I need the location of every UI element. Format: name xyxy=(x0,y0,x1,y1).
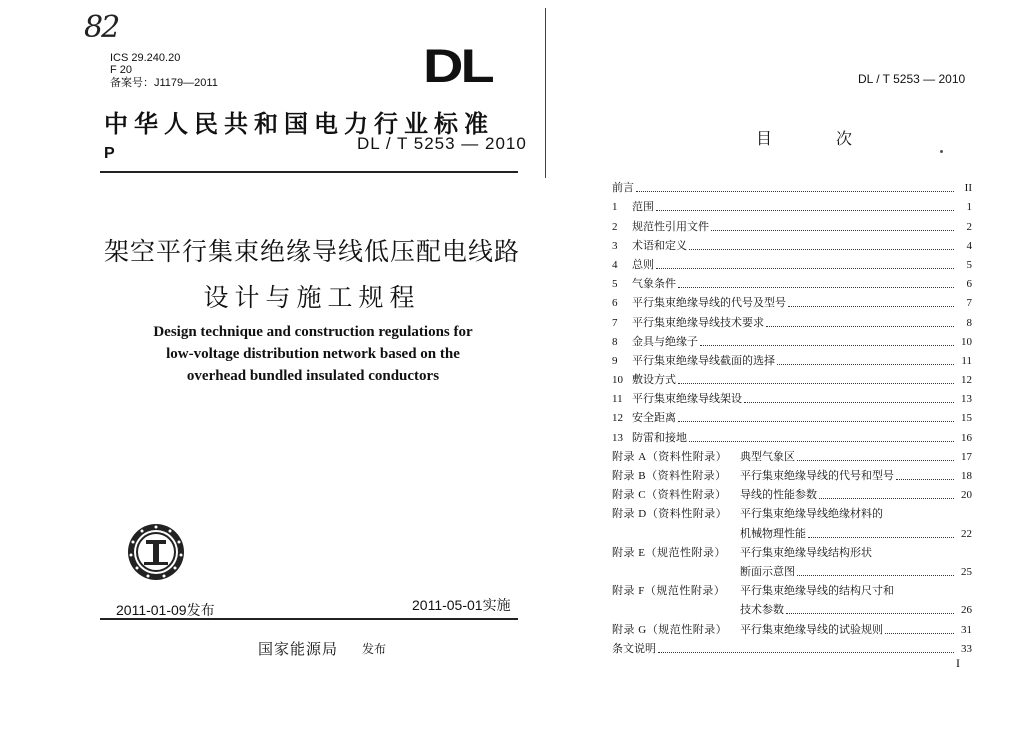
toc-entry xyxy=(612,617,972,636)
toc-title: 平行集束绝缘导线的代号和型号 xyxy=(740,470,894,482)
toc-entry xyxy=(612,502,972,521)
toc-section-number: 6 xyxy=(612,297,618,310)
toc-page-number: 17 xyxy=(961,450,972,463)
toc-title: 术语和定义 xyxy=(632,239,687,252)
toc-leader-dots xyxy=(656,210,954,211)
toc-title: 平行集束绝缘导线截面的选择 xyxy=(632,354,775,367)
toc-leader-dots xyxy=(797,575,954,576)
toc-leader-dots xyxy=(658,652,954,653)
page-number: I xyxy=(956,656,960,670)
toc-heading: 目 次 xyxy=(756,131,883,148)
toc-section-number: 2 xyxy=(612,220,618,233)
title-en-line3: overhead bundled insulated conductors xyxy=(186,368,440,384)
toc-appendix-label: 附录 G（规范性附录） xyxy=(612,623,728,636)
footer-rule xyxy=(100,618,518,620)
toc-leader-dots xyxy=(678,287,954,288)
toc-page-number: 7 xyxy=(966,297,972,310)
toc-section-number: 3 xyxy=(612,239,618,252)
toc-leader-dots xyxy=(700,345,954,346)
scan-speck xyxy=(940,150,943,153)
issue-date: 2011-01-09发布 xyxy=(116,602,215,618)
toc-page-number: 26 xyxy=(961,604,972,617)
toc-entry xyxy=(612,176,972,195)
toc-title: 气象条件 xyxy=(632,278,676,291)
toc-leader-dots xyxy=(689,441,954,442)
toc-entry xyxy=(612,291,972,310)
toc-entry xyxy=(612,445,972,464)
toc-page-number: 5 xyxy=(966,258,972,271)
handwritten-note: 82 xyxy=(84,10,119,45)
ics-code: ICS 29.240.20 xyxy=(110,52,181,64)
toc-page-number: II xyxy=(964,182,972,195)
toc-title: 范围 xyxy=(632,201,654,214)
toc-leader-dots xyxy=(711,230,954,231)
toc-appendix-label: 附录 A（资料性附录） xyxy=(612,450,728,463)
toc-entry xyxy=(612,368,972,387)
toc-entry xyxy=(612,541,972,560)
toc-page-number: 12 xyxy=(961,374,972,387)
toc-leader-dots xyxy=(656,268,954,269)
table-of-contents xyxy=(612,176,972,656)
toc-entry xyxy=(612,310,972,329)
toc-page-number: 18 xyxy=(961,470,972,482)
toc-title: 条文说明 xyxy=(612,642,656,655)
f-code: F 20 xyxy=(110,64,133,76)
title-en-line2: low-voltage distribution network based on the xyxy=(166,346,460,362)
toc-title: 机械物理性能 xyxy=(740,527,806,540)
toc-leader-dots xyxy=(766,326,954,327)
title-cn-line1: 架空平行集束绝缘导线低压配电线路 xyxy=(104,238,521,266)
toc-page-number: 25 xyxy=(961,565,972,578)
toc-entry xyxy=(612,406,972,425)
toc-page-number: 22 xyxy=(961,527,972,540)
toc-title: 防雷和接地 xyxy=(632,431,687,444)
toc-section-number: 13 xyxy=(612,431,623,444)
toc-title: 平行集束绝缘导线的代号及型号 xyxy=(632,297,786,310)
toc-title: 断面示意图 xyxy=(740,565,795,578)
toc-title: 技术参数 xyxy=(740,604,784,617)
toc-entry xyxy=(612,637,972,656)
toc-title: 总则 xyxy=(632,258,654,271)
toc-page-number: 11 xyxy=(961,354,972,367)
toc-section-number: 7 xyxy=(612,316,618,329)
toc-appendix-label: 附录 C（资料性附录） xyxy=(612,489,727,502)
toc-leader-dots xyxy=(797,460,954,461)
toc-entry xyxy=(612,330,972,349)
toc-appendix-label: 附录 E（规范性附录） xyxy=(612,546,726,559)
toc-title: 典型气象区 xyxy=(740,450,795,463)
toc-page-number: 16 xyxy=(961,431,972,444)
toc-entry xyxy=(612,234,972,253)
dl-logo: DL xyxy=(423,38,492,93)
toc-title: 金具与绝缘子 xyxy=(632,335,698,348)
toc-section-number: 5 xyxy=(612,278,618,291)
toc-section-number: 9 xyxy=(612,354,618,367)
toc-entry xyxy=(612,195,972,214)
toc-page-number: 8 xyxy=(966,316,972,329)
toc-page-number: 6 xyxy=(966,278,972,291)
toc-title: 安全距离 xyxy=(632,412,676,425)
header-standard-number: DL / T 5253 — 2010 xyxy=(858,72,966,86)
toc-title: 平行集束绝缘导线架设 xyxy=(632,393,742,406)
toc-leader-dots xyxy=(885,633,954,634)
toc-title: 前言 xyxy=(612,182,634,195)
toc-appendix-label: 附录 F（规范性附录） xyxy=(612,585,726,598)
toc-section-number: 10 xyxy=(612,374,623,387)
toc-page-number: 2 xyxy=(966,220,972,233)
toc-title: 平行集束绝缘导线技术要求 xyxy=(632,316,764,329)
toc-leader-dots xyxy=(678,383,954,384)
class-letter: P xyxy=(104,145,115,162)
toc-entry xyxy=(612,483,972,502)
toc-leader-dots xyxy=(689,249,954,250)
toc-page-number: 20 xyxy=(961,489,972,502)
standard-number: DL / T 5253 — 2010 xyxy=(357,134,527,153)
toc-section-number: 11 xyxy=(612,393,623,406)
toc-leader-dots xyxy=(788,306,954,307)
toc-entry xyxy=(612,598,972,617)
toc-leader-dots xyxy=(808,537,954,538)
toc-page-number: 4 xyxy=(966,239,972,252)
toc-entry xyxy=(612,253,972,272)
toc-entry xyxy=(612,521,972,540)
toc-entry xyxy=(612,560,972,579)
toc-title: 平行集束绝缘导线绝缘材料的 xyxy=(740,508,883,521)
toc-title: 敷设方式 xyxy=(632,374,676,387)
record-number: 备案号：J1179—2011 xyxy=(110,77,218,89)
toc-appendix-label: 附录 B（资料性附录） xyxy=(612,470,727,482)
toc-leader-dots xyxy=(777,364,954,365)
title-en-line1: Design technique and construction regulations for xyxy=(153,324,473,340)
publisher: 国家能源局 xyxy=(258,642,339,658)
toc-page-number: 10 xyxy=(961,335,972,348)
toc-entry xyxy=(612,349,972,368)
toc-page-number: 33 xyxy=(961,642,972,655)
toc-leader-dots xyxy=(636,191,954,192)
toc-page-number: 13 xyxy=(961,393,972,406)
toc-title: 平行集束绝缘导线的结构尺寸和 xyxy=(740,585,894,598)
toc-entry xyxy=(612,579,972,598)
toc-title: 平行集束绝缘导线的试验规则 xyxy=(740,623,883,636)
emblem-icon xyxy=(126,522,186,582)
toc-section-number: 12 xyxy=(612,412,623,425)
toc-page-number: 31 xyxy=(961,623,972,636)
toc-title: 导线的性能参数 xyxy=(740,489,817,502)
toc-leader-dots xyxy=(786,613,954,614)
implement-date: 2011-05-01实施 xyxy=(412,597,511,613)
toc-entry xyxy=(612,214,972,233)
toc-leader-dots xyxy=(896,479,954,480)
toc-page-number: 1 xyxy=(966,201,972,214)
toc-title: 平行集束绝缘导线结构形状 xyxy=(740,546,872,559)
toc-appendix-label: 附录 D（资料性附录） xyxy=(612,508,728,521)
title-cn-line2: 设计与施工规程 xyxy=(203,284,421,312)
toc-page-number: 15 xyxy=(961,412,972,425)
toc-section-number: 4 xyxy=(612,258,618,271)
toc-entry xyxy=(612,272,972,291)
toc-section-number: 8 xyxy=(612,335,618,348)
toc-leader-dots xyxy=(678,421,954,422)
org-title: 中华人民共和国电力行业标准 xyxy=(104,112,494,138)
toc-section-number: 1 xyxy=(612,201,618,214)
publish-action: 发布 xyxy=(362,642,387,656)
toc-entry xyxy=(612,425,972,444)
header-rule xyxy=(100,171,518,173)
toc-leader-dots xyxy=(819,498,954,499)
toc-entry xyxy=(612,464,972,483)
page-gutter xyxy=(545,8,546,178)
toc-entry xyxy=(612,387,972,406)
toc-title: 规范性引用文件 xyxy=(632,220,709,233)
toc-leader-dots xyxy=(744,402,954,403)
